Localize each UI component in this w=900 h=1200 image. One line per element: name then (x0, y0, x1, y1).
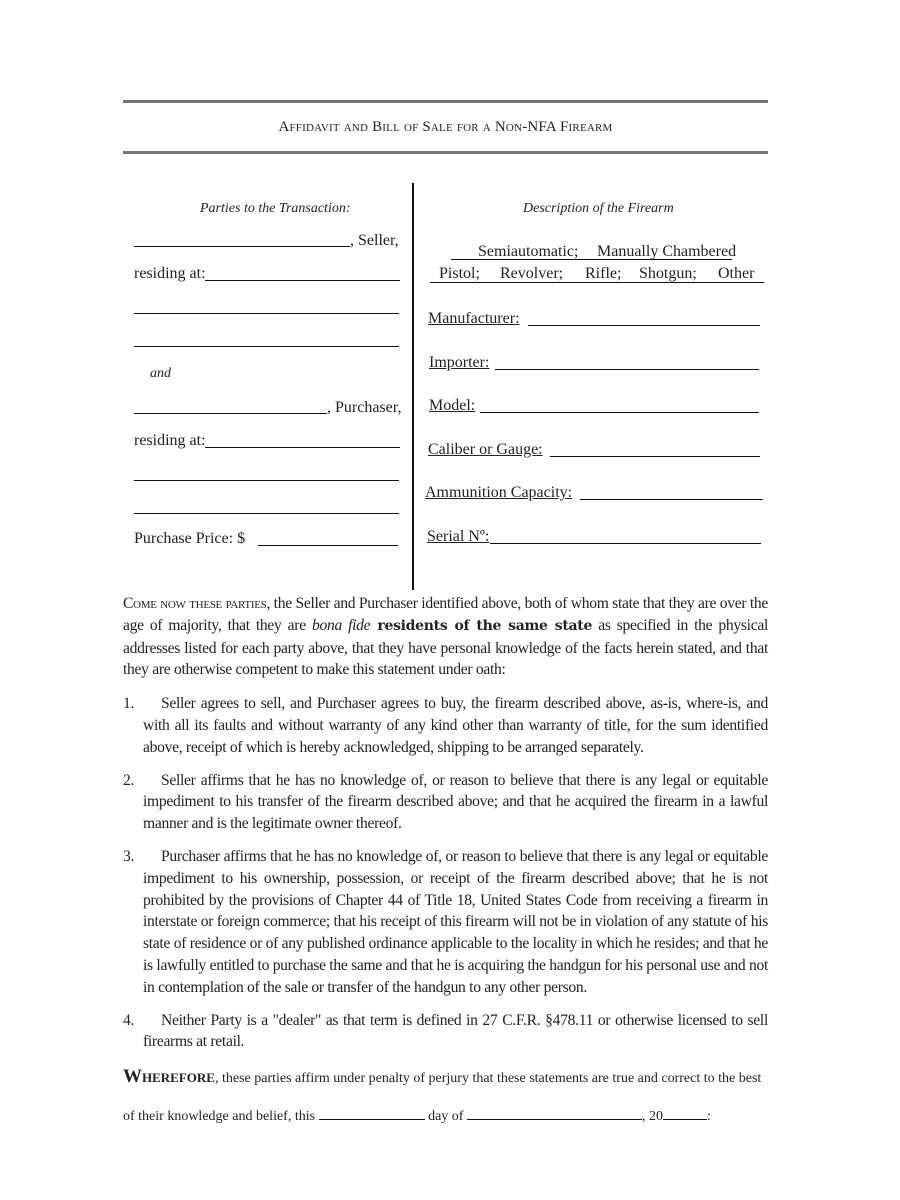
purchaser-address-field-2[interactable] (134, 480, 399, 481)
intro-paragraph (123, 593, 768, 681)
wherefore-text: , these parties affirm under penalty of perjury that these statements are true and correct to the best (214, 1071, 762, 1087)
model-field[interactable] (480, 412, 759, 413)
description-heading: Description of the Firearm (523, 201, 674, 216)
column-divider (412, 183, 414, 590)
seller-residing-label: residing at: (134, 265, 206, 282)
seller-label: , Seller, (350, 232, 399, 249)
option-other[interactable]: Other (718, 265, 755, 282)
clause-1 (123, 693, 768, 758)
intro-lead: Come now these parties (123, 595, 267, 612)
year-field[interactable] (663, 1105, 707, 1120)
month-field[interactable] (467, 1105, 642, 1120)
body-section (123, 593, 768, 1167)
clause-4 (123, 1010, 768, 1054)
top-rule (123, 100, 768, 103)
day-field[interactable] (319, 1105, 425, 1120)
clause-3 (123, 846, 768, 999)
option-revolver[interactable]: Revolver; (500, 265, 564, 282)
clause-number: 1. (123, 695, 135, 713)
clause-number: 4. (123, 1011, 135, 1029)
purchaser-label: , Purchaser, (327, 399, 402, 416)
clause-text: Seller agrees to sell, and Purchaser agrees to buy, the firearm described above, as-is, where-is, and with all its faults and without warranty of any kind other than warranty of title, for the sum identified above, receipt of which is hereby acknowledged, shipping to be arranged separately. (143, 695, 768, 756)
purchase-price-label: Purchase Price: $ (134, 530, 246, 547)
option-manually-chambered[interactable]: Manually Chambered (597, 243, 737, 260)
wherefore-lead: Wherefore (123, 1066, 215, 1088)
day-of-label: day of (428, 1109, 464, 1125)
clause-number: 3. (123, 847, 135, 865)
option-pistol[interactable]: Pistol; (439, 265, 480, 282)
clause-text: Neither Party is a "dealer" as that term is defined in 27 C.F.R. §478.11 or otherwise licensed to sell firearms at retail. (143, 1011, 768, 1051)
ammunition-capacity-label: Ammunition Capacity: (425, 484, 573, 501)
and-label: and (150, 366, 171, 381)
serial-number-field[interactable] (490, 543, 761, 544)
wherefore-line (123, 1067, 768, 1089)
purchaser-residing-label: residing at: (134, 432, 206, 449)
manufacturer-field[interactable] (528, 325, 760, 326)
seller-name-field[interactable] (134, 246, 350, 247)
parties-heading: Parties to the Transaction: (200, 201, 351, 216)
manufacturer-label: Manufacturer: (428, 310, 520, 327)
importer-field[interactable] (495, 369, 759, 370)
seller-address-field-1[interactable] (205, 280, 400, 281)
intro-text-1: , the Seller and Purchaser identified above, both of whom state that they are over the age of majority, that they are (123, 595, 768, 634)
clause-2 (123, 770, 768, 835)
option-shotgun[interactable]: Shotgun; (639, 265, 697, 282)
option-semiautomatic[interactable]: Semiautomatic; (478, 243, 579, 260)
date-intro: of their knowledge and belief, this (123, 1109, 316, 1125)
bona-fide-text: bona fide (311, 616, 371, 634)
model-label: Model: (429, 397, 476, 414)
ammunition-capacity-field[interactable] (580, 499, 763, 500)
intro-text-2: as specified in the physical addresses listed for each party above, that they have personal knowledge of the facts herein stated, and that they are otherwise competent to make this statement under oath: (123, 616, 768, 679)
year-prefix: , 20 (641, 1109, 663, 1125)
clause-text: Seller affirms that he has no knowledge of, or reason to believe that there is any legal or equitable impediment to his transfer of the firearm described above; and that he acquired the firearm in a lawful manner and is the legitimate owner thereof. (143, 771, 768, 833)
purchaser-address-field-1[interactable] (205, 447, 400, 448)
importer-label: Importer: (429, 354, 490, 371)
document-title: Affidavit and Bill of Sale for a Non-NFA Firearm (278, 119, 613, 135)
option-rifle[interactable]: Rifle; (585, 265, 622, 282)
caliber-field[interactable] (550, 456, 760, 457)
serial-number-label: Serial Nº: (427, 528, 490, 545)
caliber-label: Caliber or Gauge: (428, 441, 543, 458)
date-line (123, 1105, 768, 1127)
title-rule (123, 151, 768, 154)
seller-address-field-2[interactable] (134, 313, 399, 314)
clause-text: Purchaser affirms that he has no knowledge of, or reason to believe that there is any legal or equitable impediment to his ownership, possession, or receipt of the firearm described above; that he is not prohibited by the provisions of Chapter 44 of Title 18, United States Code from receiving a firearm in interstate or foreign commerce; that his receipt of this firearm will not be in violation of any statute of his state of residence or of any published ordinance applicable to the locality in which he resides; and that he is lawfully entitled to purchase the same and that he is acquiring the handgun for his personal use and not in contemplation of the sale or transfer of the handgun to any other person. (143, 847, 768, 996)
purchaser-name-field[interactable] (134, 413, 327, 414)
clause-number: 2. (123, 771, 135, 789)
seller-address-field-3[interactable] (134, 346, 399, 347)
purchase-price-field[interactable] (258, 545, 398, 546)
colon: : (706, 1109, 711, 1125)
residents-bold-text: residents of the same state (370, 617, 593, 634)
purchaser-address-field-3[interactable] (134, 513, 399, 514)
